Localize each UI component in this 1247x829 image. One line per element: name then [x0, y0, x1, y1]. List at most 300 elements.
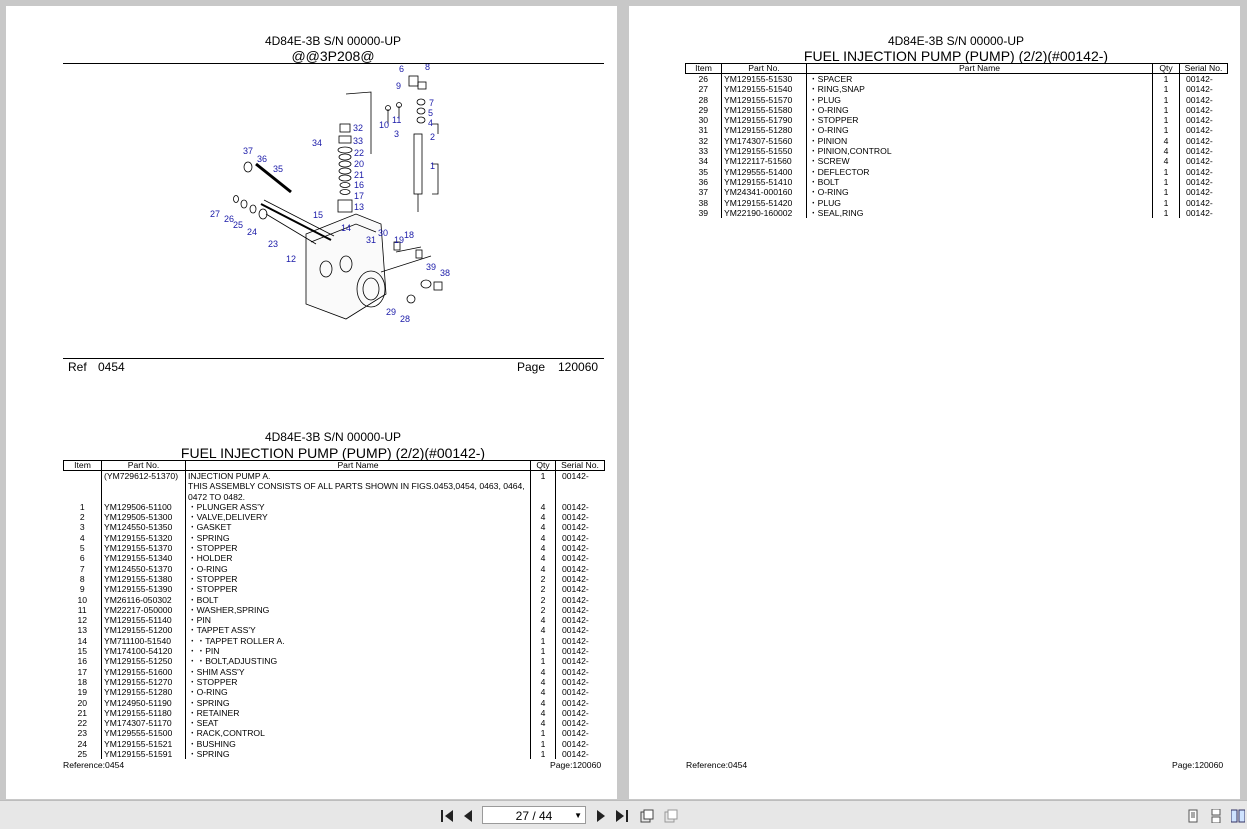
row-qty: 4 [531, 502, 556, 512]
row-part-name: ・PINION [807, 136, 1153, 146]
callout-36: 36 [257, 154, 268, 164]
row-part-name: ・STOPPER [807, 115, 1153, 125]
bottom-model-title: 4D84E-3B S/N 00000-UP [264, 430, 402, 444]
rotate-icon[interactable] [640, 809, 654, 823]
single-page-view-icon[interactable] [1186, 809, 1200, 823]
row-part-no: YM129155-51570 [722, 95, 807, 105]
row-qty: 1 [1153, 167, 1180, 177]
row-part-no: YM129155-51790 [722, 115, 807, 125]
row-qty: 1 [531, 636, 556, 646]
table-row [64, 615, 605, 625]
header-serial: Serial No. [1180, 64, 1228, 74]
row-qty: 4 [531, 615, 556, 625]
top-model-title: 4D84E-3B S/N 00000-UP [264, 34, 402, 48]
row-part-name: ・TAPPET ASS'Y [186, 625, 531, 635]
callout-11: 11 [392, 115, 402, 125]
table-row [64, 636, 605, 646]
row-part-name: ・O-RING [186, 564, 531, 574]
row-part-name: ・RING,SNAP [807, 84, 1153, 94]
row-serial: 00142- [556, 677, 605, 687]
callout-37: 37 [243, 146, 254, 156]
callout-7: 7 [429, 98, 435, 108]
callout-12: 12 [286, 254, 297, 264]
row-item: 31 [698, 125, 709, 136]
header-part-no: Part No. [722, 64, 807, 74]
row-serial: 00142- [556, 543, 605, 553]
row-serial: 00142- [556, 522, 605, 532]
row-item: 8 [79, 573, 85, 584]
row-serial: 00142- [1180, 74, 1228, 85]
row-part-name: ・SPRING [186, 749, 531, 759]
table-row [64, 543, 605, 553]
callout-14: 14 [341, 223, 352, 233]
row-item: 23 [77, 728, 88, 739]
table-row [64, 718, 605, 728]
two-page-view-icon[interactable] [1231, 809, 1245, 823]
table-row [686, 187, 1228, 197]
header-qty: Qty [1153, 64, 1180, 74]
table-row [686, 156, 1228, 166]
row-qty: 4 [1153, 136, 1180, 146]
row-item: 28 [698, 94, 709, 105]
row-part-name: ・SEAL,RING [807, 208, 1153, 218]
table-row [64, 728, 605, 738]
row-item: 27 [698, 84, 709, 95]
row-item: 26 [698, 74, 709, 84]
row-serial: 00142- [556, 502, 605, 512]
table-row [686, 136, 1228, 146]
table-row [64, 512, 605, 522]
row-part-no: YM129155-51270 [102, 677, 186, 687]
row-part-name: ・BOLT [186, 595, 531, 605]
callout-32: 32 [353, 123, 364, 133]
row-part-no [102, 481, 186, 502]
callout-31: 31 [366, 235, 377, 245]
row-qty: 4 [531, 667, 556, 677]
row-serial: 00142- [556, 625, 605, 635]
row-item: 39 [698, 207, 709, 218]
row-part-no: YM174307-51170 [102, 718, 186, 728]
row-item: 24 [77, 738, 88, 749]
row-part-name: ・・PIN [186, 646, 531, 656]
row-serial: 00142- [1180, 146, 1228, 156]
row-part-no: YM129155-51280 [722, 125, 807, 135]
callout-20: 20 [354, 159, 365, 169]
row-part-no: YM174100-54120 [102, 646, 186, 656]
table-row [64, 553, 605, 563]
table-row [64, 687, 605, 697]
row-part-no: YM26116-050302 [102, 595, 186, 605]
row-part-name: ・・BOLT,ADJUSTING [186, 656, 531, 666]
row-part-no: (YM729612-51370) [102, 471, 186, 482]
table-row [686, 177, 1228, 187]
row-item: 38 [698, 197, 709, 208]
row-item: 5 [79, 543, 85, 554]
row-part-no: YM22217-050000 [102, 605, 186, 615]
row-qty: 2 [531, 574, 556, 584]
row-part-name: ・HOLDER [186, 553, 531, 563]
row-part-name: ・PINION,CONTROL [807, 146, 1153, 156]
row-part-name: ・SCREW [807, 156, 1153, 166]
row-qty: 4 [531, 708, 556, 718]
row-part-no: YM122117-51560 [722, 156, 807, 166]
callout-17: 17 [354, 191, 365, 201]
row-part-no: YM129155-51380 [102, 574, 186, 584]
row-part-no: YM129506-51100 [102, 502, 186, 512]
left-page [6, 6, 617, 799]
table-row [64, 698, 605, 708]
table-row [64, 533, 605, 543]
row-serial: 00142- [556, 698, 605, 708]
ref-value: 0454 [98, 360, 125, 374]
footer-page: Page:120060 [550, 760, 602, 770]
row-qty: 2 [531, 584, 556, 594]
callout-9: 9 [396, 81, 402, 91]
row-part-no: YM124950-51190 [102, 698, 186, 708]
row-qty: 4 [531, 677, 556, 687]
table-row [686, 208, 1228, 218]
row-serial: 00142- [556, 471, 605, 482]
callout-1: 1 [430, 161, 436, 171]
row-qty: 1 [1153, 115, 1180, 125]
row-part-no: YM124550-51370 [102, 564, 186, 574]
row-qty: 1 [531, 739, 556, 749]
row-qty: 1 [1153, 208, 1180, 218]
row-item: 3 [79, 522, 85, 533]
row-serial: 00142- [556, 615, 605, 625]
next-page-icon[interactable] [594, 809, 608, 823]
row-item: 36 [698, 176, 709, 187]
row-part-name: ・SPRING [186, 533, 531, 543]
row-item: 11 [77, 604, 87, 615]
table-row [686, 105, 1228, 115]
callout-5: 5 [428, 108, 434, 118]
row-part-no: YM129155-51420 [722, 198, 807, 208]
row-part-name: ・PIN [186, 615, 531, 625]
row-serial: 00142- [1180, 115, 1228, 125]
row-part-name: ・PLUNGER ASS'Y [186, 502, 531, 512]
row-item: 9 [79, 584, 85, 595]
callout-39: 39 [426, 262, 437, 272]
row-part-name: THIS ASSEMBLY CONSISTS OF ALL PARTS SHOWN IN FIGS.0453,0454, 0463, 0464, 0472 TO 0482. [186, 481, 531, 502]
row-serial: 00142- [556, 553, 605, 563]
table-row [64, 584, 605, 594]
row-part-name: ・O-RING [807, 105, 1153, 115]
row-serial: 00142- [556, 718, 605, 728]
bottom-section-title: FUEL INJECTION PUMP (PUMP) (2/2)(#00142-) [180, 445, 486, 461]
row-part-no: YM129155-51250 [102, 656, 186, 666]
row-part-name: ・PLUG [807, 95, 1153, 105]
row-qty: 4 [531, 625, 556, 635]
row-serial [556, 481, 605, 502]
row-part-name: ・STOPPER [186, 574, 531, 584]
page-value: 120060 [558, 360, 599, 374]
row-qty: 1 [1153, 198, 1180, 208]
row-part-no: YM711100-51540 [102, 636, 186, 646]
table-row [64, 749, 605, 759]
table-row [64, 605, 605, 615]
page-indicator-text: 27 / 44 [515, 809, 553, 823]
row-serial: 00142- [556, 656, 605, 666]
row-part-name: ・SPACER [807, 74, 1153, 85]
page-label: Page [517, 360, 546, 374]
row-item: 19 [77, 687, 88, 698]
row-serial: 00142- [1180, 187, 1228, 197]
last-page-icon[interactable] [615, 809, 629, 823]
row-qty: 1 [1153, 125, 1180, 135]
footer-reference: Reference:0454 [63, 760, 125, 770]
row-serial: 00142- [556, 739, 605, 749]
row-serial: 00142- [1180, 105, 1228, 115]
row-serial: 00142- [1180, 198, 1228, 208]
row-serial: 00142- [556, 708, 605, 718]
table-row [64, 625, 605, 635]
row-item: 22 [77, 718, 88, 729]
callout-2: 2 [430, 132, 436, 142]
row-part-name: ・STOPPER [186, 677, 531, 687]
row-part-no: YM129555-51500 [102, 728, 186, 738]
row-item: 15 [77, 646, 88, 657]
callout-26: 26 [224, 214, 235, 224]
table-row [64, 656, 605, 666]
table-row [64, 522, 605, 532]
callout-6: 6 [399, 64, 405, 74]
row-part-no: YM129155-51591 [102, 749, 186, 759]
row-part-no: YM129155-51521 [102, 739, 186, 749]
diagram-callouts [206, 64, 466, 326]
table-row [64, 595, 605, 605]
row-serial: 00142- [556, 667, 605, 677]
row-part-no: YM24341-000160 [722, 187, 807, 197]
parts-table-right [685, 63, 1228, 218]
table-row [64, 481, 605, 502]
callout-30: 30 [378, 228, 389, 238]
row-serial: 00142- [556, 749, 605, 759]
row-item: 32 [698, 135, 709, 146]
row-serial: 00142- [556, 512, 605, 522]
illustration-code: @@3P208@ [291, 48, 375, 64]
table-row [64, 471, 605, 482]
row-item: 12 [77, 615, 88, 626]
header-item: Item [686, 64, 722, 74]
row-item: 29 [698, 104, 709, 115]
callout-34: 34 [312, 138, 323, 148]
row-part-no: YM129505-51300 [102, 512, 186, 522]
table-row [64, 502, 605, 512]
callout-18: 18 [404, 230, 415, 240]
row-serial: 00142- [1180, 156, 1228, 166]
row-item: 25 [77, 749, 88, 760]
row-part-name: ・O-RING [807, 187, 1153, 197]
header-part-name: Part Name [807, 64, 1153, 74]
row-part-name: ・O-RING [186, 687, 531, 697]
row-part-name: ・SPRING [186, 698, 531, 708]
row-part-name: ・GASKET [186, 522, 531, 532]
footer-page: Page:120060 [1172, 760, 1224, 770]
row-part-no: YM129155-51600 [102, 667, 186, 677]
row-item: 1 [79, 501, 85, 512]
table-row [64, 739, 605, 749]
header-qty: Qty [531, 461, 556, 471]
table-row [64, 564, 605, 574]
row-part-no: YM129155-51410 [722, 177, 807, 187]
row-item: 33 [698, 146, 709, 157]
row-part-no: YM129155-51580 [722, 105, 807, 115]
row-qty: 4 [531, 553, 556, 563]
table-row [686, 115, 1228, 125]
row-qty: 4 [1153, 156, 1180, 166]
row-serial: 00142- [556, 728, 605, 738]
row-serial: 00142- [1180, 177, 1228, 187]
table-row [64, 667, 605, 677]
row-qty: 1 [531, 656, 556, 666]
right-section-title: FUEL INJECTION PUMP (PUMP) (2/2)(#00142-) [803, 48, 1109, 64]
row-item: 37 [698, 187, 709, 198]
header-part-name: Part Name [186, 461, 531, 471]
row-item: 35 [698, 166, 709, 177]
row-item: 14 [77, 635, 88, 646]
callout-13: 13 [354, 202, 365, 212]
table-row [686, 125, 1228, 135]
row-part-no: YM129155-51180 [102, 708, 186, 718]
row-serial: 00142- [1180, 84, 1228, 94]
row-part-no: YM129155-51550 [722, 146, 807, 156]
row-serial: 00142- [556, 636, 605, 646]
row-part-name: ・PLUG [807, 198, 1153, 208]
row-qty: 1 [1153, 177, 1180, 187]
table-row [686, 146, 1228, 156]
row-item: 4 [79, 532, 85, 543]
row-item: 6 [79, 553, 85, 564]
callout-15: 15 [313, 210, 324, 220]
row-qty [531, 481, 556, 502]
row-item: 2 [79, 512, 85, 523]
table-row [686, 198, 1228, 208]
row-item: 10 [77, 594, 88, 605]
copy-icon[interactable] [664, 809, 678, 823]
row-item: 34 [698, 156, 709, 167]
header-serial: Serial No. [556, 461, 605, 471]
row-item [64, 481, 102, 502]
row-serial: 00142- [556, 564, 605, 574]
chevron-down-icon: ▼ [574, 811, 582, 820]
row-part-no: YM129155-51540 [722, 84, 807, 94]
table-row [64, 677, 605, 687]
callout-3: 3 [394, 129, 400, 139]
viewer-toolbar [0, 800, 1247, 829]
row-part-name: ・・TAPPET ROLLER A. [186, 636, 531, 646]
row-qty: 1 [1153, 187, 1180, 197]
row-serial: 00142- [556, 574, 605, 584]
callout-28: 28 [400, 314, 411, 324]
row-part-name: INJECTION PUMP A. [186, 471, 531, 482]
row-serial: 00142- [556, 687, 605, 697]
first-page-icon[interactable] [440, 809, 454, 823]
row-qty: 1 [531, 728, 556, 738]
row-qty: 4 [531, 564, 556, 574]
callout-19: 19 [394, 235, 405, 245]
table-row [64, 574, 605, 584]
callout-24: 24 [247, 227, 258, 237]
table-row [686, 167, 1228, 177]
row-part-name: ・WASHER,SPRING [186, 605, 531, 615]
table-header-row [64, 461, 605, 471]
row-part-name: ・STOPPER [186, 543, 531, 553]
row-part-name: ・DEFLECTOR [807, 167, 1153, 177]
row-qty: 1 [1153, 95, 1180, 105]
row-serial: 00142- [1180, 125, 1228, 135]
table-row [64, 646, 605, 656]
row-serial: 00142- [1180, 167, 1228, 177]
row-qty: 1 [1153, 105, 1180, 115]
header-item: Item [64, 461, 102, 471]
row-part-no: YM129155-51200 [102, 625, 186, 635]
callout-35: 35 [273, 164, 284, 174]
callout-25: 25 [233, 220, 244, 230]
row-part-name: ・RACK,CONTROL [186, 728, 531, 738]
row-part-name: ・O-RING [807, 125, 1153, 135]
footer-reference: Reference:0454 [686, 760, 748, 770]
ref-label: Ref [68, 360, 87, 374]
row-part-name: ・STOPPER [186, 584, 531, 594]
row-item: 21 [77, 707, 88, 718]
parts-table-left [63, 460, 605, 759]
callout-38: 38 [440, 268, 451, 278]
callout-21: 21 [354, 170, 365, 180]
row-serial: 00142- [556, 605, 605, 615]
row-qty: 1 [531, 646, 556, 656]
row-qty: 1 [1153, 74, 1180, 85]
right-model-title: 4D84E-3B S/N 00000-UP [887, 34, 1025, 48]
row-qty: 2 [531, 595, 556, 605]
callout-16: 16 [354, 180, 365, 190]
row-qty: 4 [531, 522, 556, 532]
row-qty: 4 [531, 718, 556, 728]
previous-page-icon[interactable] [461, 809, 475, 823]
table-row [686, 95, 1228, 105]
row-qty: 1 [1153, 84, 1180, 94]
callout-27: 27 [210, 209, 221, 219]
row-item: 30 [698, 115, 709, 126]
row-qty: 4 [1153, 146, 1180, 156]
row-qty: 1 [531, 471, 556, 482]
row-qty: 4 [531, 687, 556, 697]
table-header-row [686, 64, 1228, 74]
callout-10: 10 [379, 120, 390, 130]
row-serial: 00142- [1180, 95, 1228, 105]
callout-23: 23 [268, 239, 279, 249]
callout-4: 4 [428, 118, 434, 128]
row-qty: 4 [531, 512, 556, 522]
callout-33: 33 [353, 136, 364, 146]
row-item: 20 [77, 697, 88, 708]
row-part-no: YM129155-51530 [722, 74, 807, 85]
row-serial: 00142- [1180, 136, 1228, 146]
row-part-no: YM129155-51340 [102, 553, 186, 563]
callout-22: 22 [354, 148, 365, 158]
row-part-name: ・VALVE,DELIVERY [186, 512, 531, 522]
page-number-select[interactable] [482, 806, 586, 824]
row-part-no: YM124550-51350 [102, 522, 186, 532]
row-item: 16 [77, 656, 88, 667]
row-part-no: YM22190-160002 [722, 208, 807, 218]
row-part-name: ・BOLT [807, 177, 1153, 187]
row-part-no: YM129155-51370 [102, 543, 186, 553]
callout-8: 8 [425, 64, 431, 72]
row-serial: 00142- [556, 646, 605, 656]
continuous-view-icon[interactable] [1209, 809, 1223, 823]
row-part-name: ・BUSHING [186, 739, 531, 749]
